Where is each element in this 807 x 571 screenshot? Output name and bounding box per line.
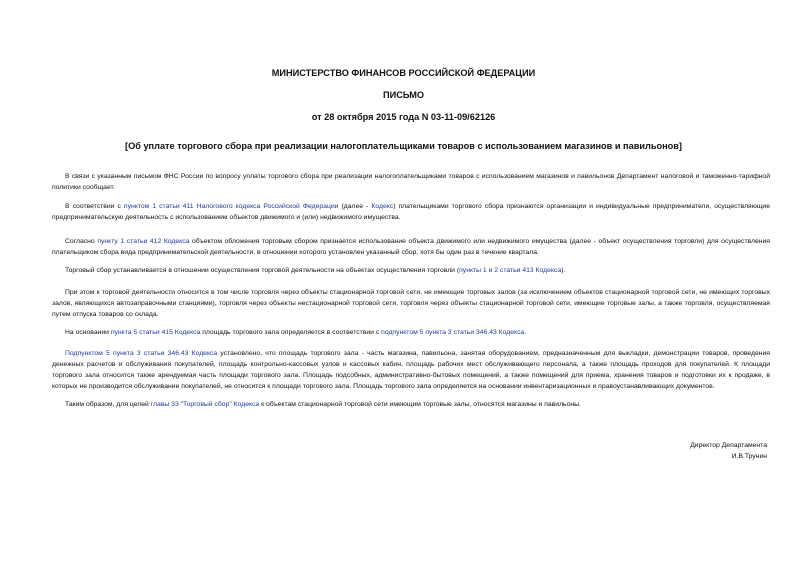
- paragraph-text: Согласно: [65, 238, 98, 245]
- link-chapter-33[interactable]: главы 33 "Торговый сбор" Кодекса: [150, 401, 260, 408]
- paragraph-text: установлено, что площадь торгового зала - часть магазина, павильона, занятая оборудованием, предназначенным для выкладки, демонстрации товаров, проведения денежных расчетов и обслуживания покупателей, площадь контрольно-кассовых узлов и кассовых кабин, площадь рабочих мест обслуживающего персонала, а также площадь проходов для покупателей. К площади торгового зала относится также арендуемая часть площади торгового зала. Площадь подсобных, административно-бытовых помещений, а также помещений для приема, хранения товаров и подготовки их к продаже, в которых не производится обслуживание покупателей, не относится к площади торгового зала. Площадь торгового зала определяется на основании инвентаризационных и правоустанавливающих документов.: [52, 350, 770, 390]
- signature-name: И.В.Трунин: [731, 453, 767, 460]
- paragraph-2: [52, 201, 770, 223]
- paragraph-text: На основании: [65, 329, 111, 336]
- document-type: ПИСЬМО: [382, 90, 425, 100]
- paragraph-text: Торговый сбор устанавливается в отношении осуществления торговой деятельности на объектах осуществления торговли (: [65, 267, 460, 274]
- signature-position: Директор Департамента: [690, 442, 767, 449]
- link-article-415-point-5[interactable]: пункта 5 статьи 415 Кодекса: [110, 329, 201, 336]
- paragraph-4: [52, 265, 770, 276]
- document-subject: [Об уплате торгового сбора при реализации налогоплательщиками товаров с использованием магазинов и павильонов]: [125, 141, 682, 151]
- paragraph-text: объектом обложения торговым сбором признается использование объекта движимого или недвижимого имущества (далее - объект осуществления торговли) для осуществления плательщиком сбора вида предпринимательской деятельности, в отношении которого установлен указанный сбор, хотя бы один раз в течение квартала.: [52, 238, 770, 256]
- link-code[interactable]: Кодекс: [371, 203, 394, 210]
- paragraph-6: [52, 327, 770, 338]
- paragraph-text: Таким образом, для целей: [65, 401, 151, 408]
- paragraph-text: В соответствии с: [65, 203, 124, 210]
- paragraph-1: В связи с указанным письмом ФНС России по вопросу уплаты торгового сбора при реализации налогоплательщиками товаров с использованием магазинов и павильонов Департамент налоговой и таможенно-тарифной политики сообщает.: [52, 173, 770, 191]
- paragraph-text: .: [524, 329, 527, 336]
- paragraph-3: [52, 236, 770, 258]
- link-article-346-43-subpoint-5[interactable]: подпунктом 5 пункта 3 статьи 346.43 Кодекса: [381, 329, 525, 336]
- link-article-412-point-1[interactable]: пункту 1 статьи 412 Кодекса: [97, 238, 190, 245]
- paragraph-8: [52, 399, 770, 410]
- link-article-346-43-subpoint-5[interactable]: Подпунктом 5 пункта 3 статьи 346.43 Кодекса: [65, 350, 218, 357]
- paragraph-text: (далее -: [338, 203, 372, 210]
- paragraph-5: При этом к торговой деятельности относится в том числе торговля через объекты стационарной торговой сети, не имеющие торговых залов (за исключением объектов стационарной торговой сети, не имеющих торговых залов, являющихся автозаправочными станциями), торговля через объекты нестационарной торговой сети, торговля через объекты стационарной торговой сети, имеющие торговые залы, а также торговля, осуществляемая путем отпуска товаров со склада.: [52, 289, 770, 318]
- paragraph-text: к объектам стационарной торговой сети имеющим торговые залы, относятся магазины и павильоны.: [259, 401, 581, 408]
- paragraph-7: [52, 348, 770, 392]
- link-article-411-point-1[interactable]: пунктом 1 статьи 411 Налогового кодекса Российской Федерации: [123, 203, 339, 210]
- ministry-heading: МИНИСТЕРСТВО ФИНАНСОВ РОССИЙСКОЙ ФЕДЕРАЦИИ: [271, 68, 536, 78]
- document-date-number: от 28 октября 2015 года N 03-11-09/62126: [311, 112, 496, 122]
- paragraph-text: ) плательщиками торгового сбора признаются организации и индивидуальные предприниматели, осуществляющие предпринимательскую деятельность с использованием объектов движимого и (или) недвижимого имущества.: [52, 203, 770, 221]
- link-article-413-points-1-2[interactable]: пункты 1 и 2 статьи 413 Кодекса: [459, 267, 562, 274]
- paragraph-text: ).: [561, 267, 566, 274]
- paragraph-text: площадь торгового зала определяется в соответствии с: [200, 329, 382, 336]
